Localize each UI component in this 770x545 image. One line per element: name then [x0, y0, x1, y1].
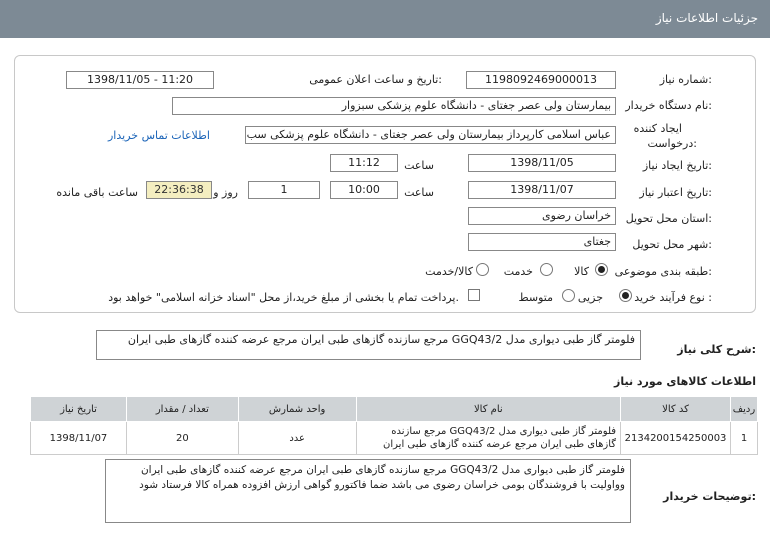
- col-row: ردیف: [731, 397, 758, 422]
- requester-label-1: ایجاد کننده: [633, 122, 682, 135]
- col-unit: واحد شمارش: [238, 397, 356, 422]
- col-code: کد کالا: [621, 397, 731, 422]
- process-radio-minor[interactable]: [619, 289, 632, 302]
- remaining-time-field: 22:36:38: [146, 181, 212, 199]
- created-date-field[interactable]: 1398/11/05: [468, 154, 616, 172]
- cell-date: 1398/11/07: [31, 422, 127, 455]
- city-field[interactable]: جغتای: [468, 233, 616, 251]
- items-section-title: اطلاعات کالاهای مورد نیاز: [614, 375, 756, 388]
- created-time-field[interactable]: 11:12: [330, 154, 398, 172]
- table-row[interactable]: [31, 422, 758, 455]
- cell-row: 1: [731, 422, 758, 455]
- cell-qty: 20: [126, 422, 238, 455]
- days-label: روز و: [213, 186, 238, 199]
- province-label: استان محل تحویل:: [625, 212, 712, 225]
- treasury-payment-checkbox[interactable]: [468, 289, 480, 301]
- city-label: شهر محل تحویل:: [632, 238, 712, 251]
- need-number-field[interactable]: 1198092469000013: [466, 71, 616, 89]
- col-name: نام کالا: [356, 397, 621, 422]
- valid-date-label: تاریخ اعتبار نیاز:: [639, 186, 712, 199]
- process-radio-medium[interactable]: [562, 289, 575, 302]
- process-label: نوع فرآیند خرید :: [634, 291, 712, 304]
- cell-code: 2134200154250003: [621, 422, 731, 455]
- process-option-minor: جزیی: [577, 291, 603, 304]
- valid-time-field[interactable]: 10:00: [330, 181, 398, 199]
- requester-label-2: درخواست:: [647, 137, 697, 150]
- valid-date-field[interactable]: 1398/11/07: [468, 181, 616, 199]
- description-label: شرح کلی نیاز:: [677, 343, 756, 356]
- category-option-goods: کالا: [574, 265, 589, 278]
- buyer-notes-field[interactable]: فلومتر گاز طبی دیواری مدل GGQ43/2 مرجع سازنده گازهای طبی ایران مرجع عرضه کننده گازهای طبی ایران وواولیت با فروشندگان بومی خراسان رضوی می باشد ضما فاکتورو گواهی ارزش افزوده همراه کالا فرستاد شود: [105, 459, 631, 523]
- need-number-label: شماره نیاز:: [659, 73, 712, 86]
- created-time-label: ساعت: [404, 159, 434, 172]
- category-radio-service[interactable]: [540, 263, 553, 276]
- requester-field[interactable]: عباس اسلامی کارپرداز بیمارستان ولی عصر جغتای - دانشگاه علوم پزشکی سب: [245, 126, 616, 144]
- province-field[interactable]: خراسان رضوی: [468, 207, 616, 225]
- category-option-goods-service: کالا/خدمت: [425, 265, 473, 278]
- page-title: جزئیات اطلاعات نیاز: [655, 11, 758, 25]
- description-field[interactable]: فلومتر گاز طبی دیواری مدل GGQ43/2 مرجع سازنده گازهای طبی ایران مرجع عرضه کننده گازهای طبی ایران: [96, 330, 641, 360]
- cell-name: فلومتر گاز طبی دیواری مدل GGQ43/2 مرجع سازنده گازهای طبی ایران مرجع عرضه کننده گازهای طبی ایران: [356, 422, 621, 455]
- cell-unit: عدد: [238, 422, 356, 455]
- created-date-label: تاریخ ایجاد نیاز:: [642, 159, 712, 172]
- category-radio-goods[interactable]: [595, 263, 608, 276]
- category-label: طبقه بندی موضوعی:: [614, 265, 712, 278]
- days-field[interactable]: 1: [248, 181, 320, 199]
- remaining-label: ساعت باقی مانده: [56, 186, 138, 199]
- buyer-notes-label: توضیحات خریدار:: [663, 490, 756, 503]
- announce-label: تاریخ و ساعت اعلان عمومی:: [309, 73, 442, 86]
- items-table-header: [31, 397, 758, 422]
- treasury-payment-note: پرداخت تمام یا بخشی از مبلغ خرید،از محل "اسناد خزانه اسلامی" خواهد بود.: [108, 291, 459, 304]
- buyer-org-field[interactable]: بیمارستان ولی عصر جغتای - دانشگاه علوم پزشکی سبزوار: [172, 97, 616, 115]
- category-radio-goods-service[interactable]: [476, 263, 489, 276]
- buyer-org-label: نام دستگاه خریدار:: [625, 99, 712, 112]
- buyer-contact-link[interactable]: اطلاعات تماس خریدار: [108, 129, 210, 142]
- col-date: تاریخ نیاز: [31, 397, 127, 422]
- announce-datetime-field[interactable]: 1398/11/05 - 11:20: [66, 71, 214, 89]
- page-header: [0, 0, 770, 38]
- process-option-medium: متوسط: [518, 291, 553, 304]
- col-qty: تعداد / مقدار: [126, 397, 238, 422]
- category-option-service: خدمت: [503, 265, 533, 278]
- valid-time-label: ساعت: [404, 186, 434, 199]
- items-table: [30, 396, 758, 455]
